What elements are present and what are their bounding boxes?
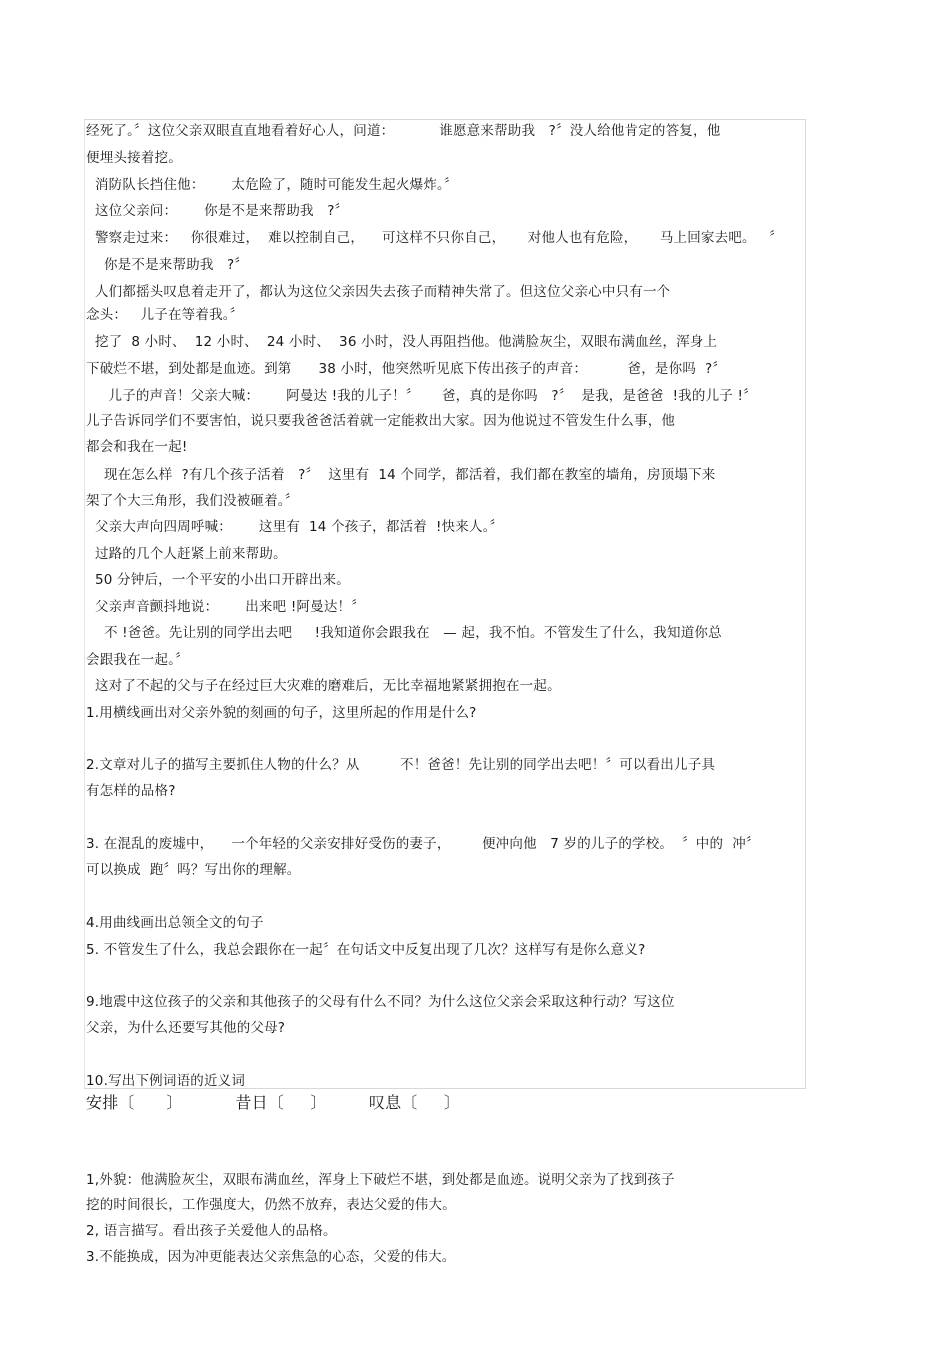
text-line: 不 !爸爸。先让别的同学出去吧 !我知道你会跟我在 — 起，我不怕。不管发生了什么，我知道你总 bbox=[86, 625, 722, 641]
text-line: 有怎样的品格? bbox=[86, 783, 176, 799]
text-line: 警察走过来： 你很难过， 难以控制自己， 可这样不只你自己， 对他人也有危险， 马上回家去吧。 〞 bbox=[86, 230, 783, 246]
text-line: 架了个大三角形，我们没被砸着。〞 bbox=[86, 493, 299, 509]
text-line: 儿子告诉同学们不要害怕，说只要我爸爸活着就一定能救出大家。因为他说过不管发生什么事，他 bbox=[86, 413, 676, 429]
answer-3: 3.不能换成，因为冲更能表达父亲焦急的心态，父爱的伟大。 bbox=[86, 1249, 456, 1265]
text-line: 可以换成 跑〞吗？写出你的理解。 bbox=[86, 862, 301, 878]
text-line: 人们都摇头叹息着走开了，都认为这位父亲因失去孩子而精神失常了。但这位父亲心中只有一个 bbox=[86, 284, 671, 300]
question-4: 4.用曲线画出总领全文的句子 bbox=[86, 915, 264, 931]
answer-2: 2, 语言描写。看出孩子关爱他人的品格。 bbox=[86, 1223, 337, 1239]
question-5: 5. 不管发生了什么，我总会跟你在一起〞在句话文中反复出现了几次？这样写有是你么意义? bbox=[86, 942, 646, 958]
text-line: 经死了。〞这位父亲双眼直直地看着好心人，问道： 谁愿意来帮助我 ?〞没人给他肯定的答复，他 bbox=[86, 123, 721, 139]
text-line: 你是不是来帮助我 ?〞 bbox=[86, 257, 249, 273]
question-9: 9.地震中这位孩子的父亲和其他孩子的父母有什么不同？为什么这位父亲会采取这种行动？写这位 bbox=[86, 994, 675, 1010]
synonym-blanks: 安排〔 〕 昔日〔 〕 叹息〔 〕 bbox=[86, 1093, 461, 1112]
question-3: 3. 在混乱的废墟中， 一个年轻的父亲安排好受伤的妻子， 便冲向他 7 岁的儿子的学校。 〞中的 冲〞 bbox=[86, 836, 760, 852]
text-line: 父亲，为什么还要写其他的父母? bbox=[86, 1020, 286, 1036]
text-line: 现在怎么样 ?有几个孩子活着 ?〞 这里有 14 个同学，都活着，我们都在教室的墙角，房顶塌下来 bbox=[86, 467, 716, 483]
text-line: 念头： 儿子在等着我。〞 bbox=[86, 307, 244, 323]
text-line: 挖了 8 小时、 12 小时、 24 小时、 36 小时，没人再阻挡他。他满脸灰尘，双眼布满血丝，浑身上 bbox=[86, 334, 718, 350]
text-line: 50 分钟后，一个平安的小出口开辟出来。 bbox=[86, 572, 350, 588]
text-line: 便埋头接着挖。 bbox=[86, 150, 182, 166]
text-line: 这对了不起的父与子在经过巨大灾难的磨难后，无比幸福地紧紧拥抱在一起。 bbox=[86, 678, 561, 694]
text-line: 消防队长挡住他： 太危险了，随时可能发生起火爆炸。〞 bbox=[86, 177, 458, 193]
question-10: 10.写出下例词语的近义词 bbox=[86, 1073, 246, 1089]
question-2: 2.文章对儿子的描写主要抓住人物的什么？从 不！爸爸！先让别的同学出去吧！〞可以看出儿子具 bbox=[86, 757, 716, 773]
text-line: 过路的几个人赶紧上前来帮助。 bbox=[86, 546, 287, 562]
text-line: 父亲声音颤抖地说： 出来吧 !阿曼达！〞 bbox=[86, 599, 365, 615]
text-line: 下破烂不堪，到处都是血迹。到第 38 小时，他突然听见底下传出孩子的声音： 爸，是你吗 ?〞 bbox=[86, 361, 727, 377]
text-line: 挖的时间很长，工作强度大，仍然不放弃，表达父爱的伟大。 bbox=[86, 1197, 456, 1213]
text-line: 这位父亲问： 你是不是来帮助我 ?〞 bbox=[86, 203, 349, 219]
text-line: 会跟我在一起。〞 bbox=[86, 652, 189, 668]
text-line: 儿子的声音！父亲大喊： 阿曼达 !我的儿子！〞 爸，真的是你吗 ?〞 是我，是爸爸 !我的儿子 !〞 bbox=[86, 388, 757, 404]
text-line: 都会和我在一起! bbox=[86, 439, 188, 455]
question-1: 1.用横线画出对父亲外貌的刻画的句子，这里所起的作用是什么? bbox=[86, 705, 477, 721]
text-line: 父亲大声向四周呼喊： 这里有 14 个孩子，都活着 !快来人。〞 bbox=[86, 519, 504, 535]
answer-1: 1,外貌：他满脸灰尘，双眼布满血丝，浑身上下破烂不堪，到处都是血迹。说明父亲为了找到孩子 bbox=[86, 1172, 675, 1188]
